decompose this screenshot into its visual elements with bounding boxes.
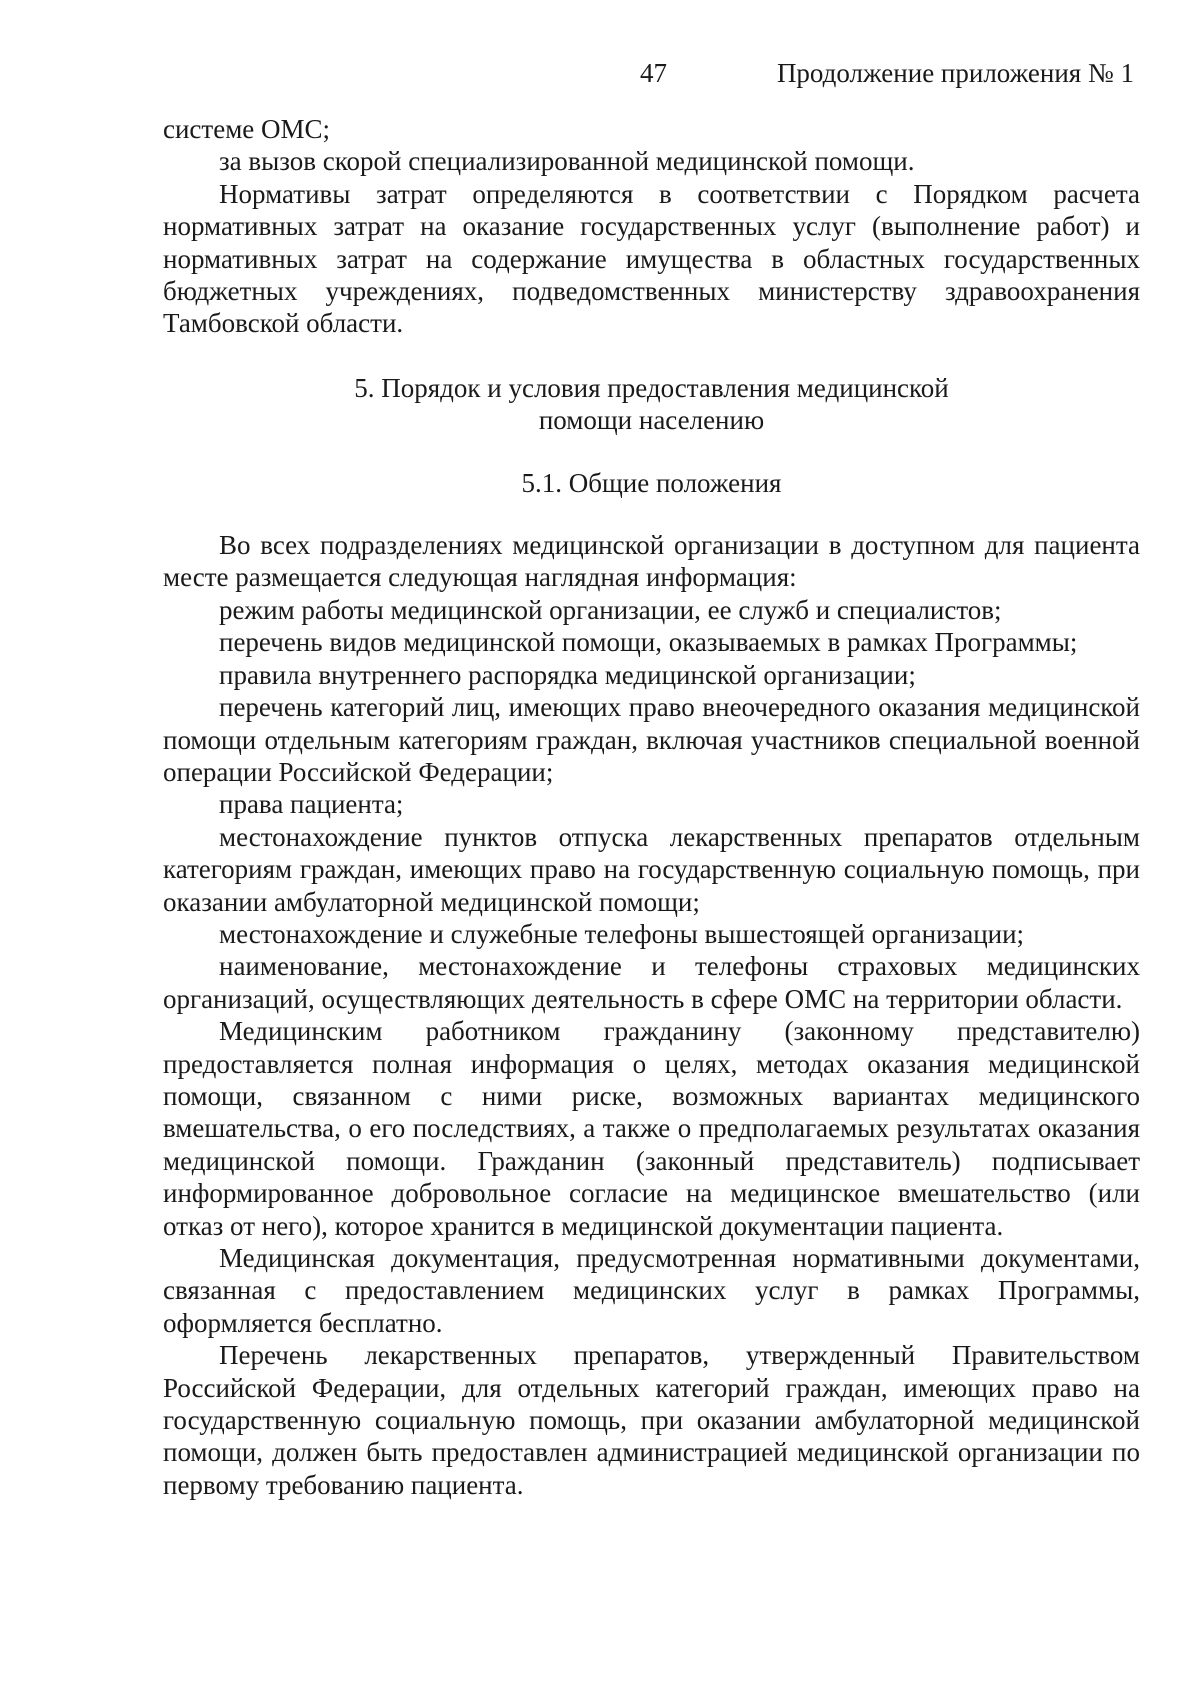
document-body <box>163 113 1140 1501</box>
list-item: перечень категорий лиц, имеющих право внеочередного оказания медицинской помощи отдельным категориям граждан, включая участников специальной военной операции Российской Федерации; <box>163 692 1140 787</box>
list-item: перечень видов медицинской помощи, оказываемых в рамках Программы; <box>219 627 1078 658</box>
paragraph: Во всех подразделениях медицинской организации в доступном для пациента месте размещается следующая наглядная информация: <box>163 530 1140 593</box>
list-item: местонахождение пунктов отпуска лекарственных препаратов отдельным категориям граждан, имеющих право на государственную социальную помощь, при оказании амбулаторной медицинской помощи; <box>163 821 1140 917</box>
list-item: местонахождение и служебные телефоны вышестоящей организации; <box>219 918 1025 949</box>
page-header <box>0 58 1200 98</box>
paragraph: за вызов скорой специализированной медицинской помощи. <box>219 146 915 177</box>
appendix-continuation-note: Продолжение приложения № 1 <box>776 58 1134 88</box>
list-item: права пациента; <box>219 789 404 820</box>
paragraph: Медицинским работником гражданину (законному представителю) предоставляется полная информация о целях, методах оказания медицинской помощи, связанном с ними риске, возможных вариантах медицинского вмешательства, о его последствиях, а также о предполагаемых результатах оказания медицинской помощи. Гражданин (законный представитель) подписывает информированное добровольное согласие на медицинское вмешательство (или отказ от него), которое хранится в медицинской документации пациента. <box>163 1016 1140 1241</box>
page-number: 47 <box>640 58 667 88</box>
list-item: режим работы медицинской организации, ее служб и специалистов; <box>219 594 1002 625</box>
list-item: правила внутреннего распорядка медицинской организации; <box>219 659 916 690</box>
section-title: 5. Порядок и условия предоставления медицинской помощи населению <box>354 372 949 436</box>
subsection-title: 5.1. Общие положения <box>521 467 782 498</box>
paragraph: Перечень лекарственных препаратов, утвержденный Правительством Российской Федерации, для отдельных категорий граждан, имеющих право на государственную социальную помощь, при оказании амбулаторной медицинской помощи, должен быть предоставлен администрацией медицинской организации по первому требованию пациента. <box>163 1340 1140 1500</box>
paragraph: Нормативы затрат определяются в соответствии с Порядком расчета нормативных затрат на оказание государственных услуг (выполнение работ) и нормативных затрат на содержание имущества в областных государственных бюджетных учреждениях, подведомственных министерству здравоохранения Тамбовской области. <box>163 178 1140 339</box>
list-item: наименование, местонахождение и телефоны страховых медицинских организаций, осуществляющих деятельность в сфере ОМС на территории области. <box>163 951 1140 1014</box>
paragraph: Медицинская документация, предусмотренная нормативными документами, связанная с предоставлением медицинских услуг в рамках Программы, оформляется бесплатно. <box>163 1243 1140 1338</box>
paragraph: системе ОМС; <box>163 114 331 144</box>
